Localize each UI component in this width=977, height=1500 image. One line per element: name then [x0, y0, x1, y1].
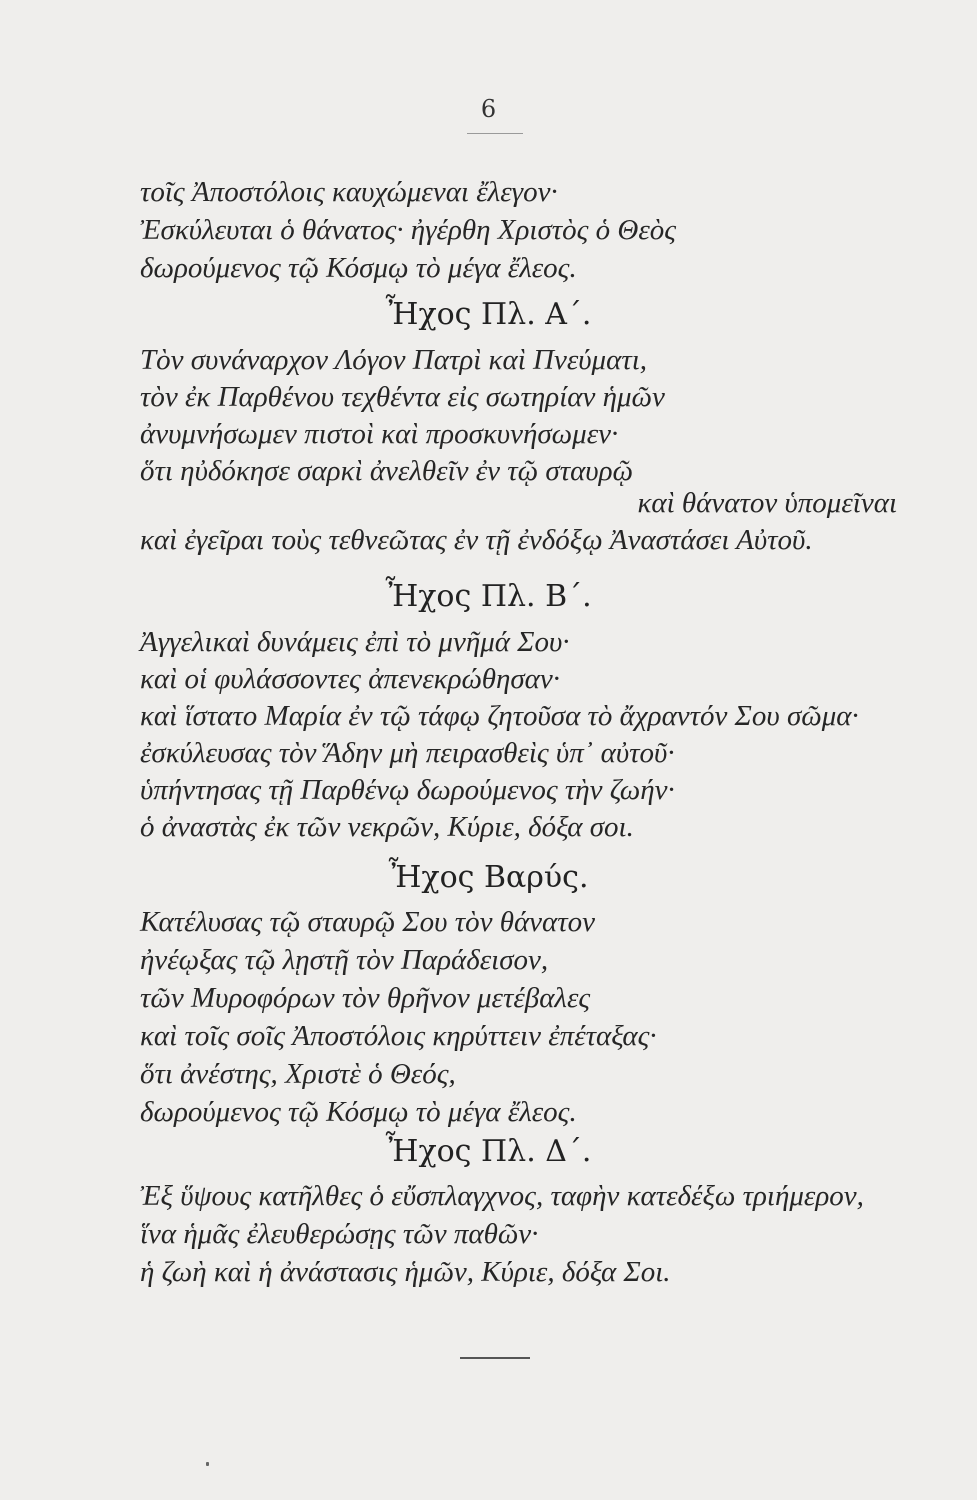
verse-line: Τὸν συνάναρχον Λόγον Πατρὶ καὶ Πνεύματι, [140, 344, 648, 376]
section-heading: Ἦχος Πλ. Α΄. [385, 297, 592, 332]
verse-line: καὶ θάνατον ὑπομεῖναι [637, 487, 897, 519]
verse-line: καὶ οἱ φυλάσσοντες ἀπενεκρώθησαν· [140, 663, 561, 695]
verse-line: ὑπήντησας τῇ Παρθένῳ δωρούμενος τὴν ζωήν· [140, 774, 675, 806]
verse-line: ἠνέῳξας τῷ λῃστῇ τὸν Παράδεισον, [140, 944, 549, 976]
intro-line: δωρούμενος τῷ Κόσμῳ τὸ μέγα ἔλεος. [140, 252, 577, 284]
verse-line: τὸν ἐκ Παρθένου τεχθέντα εἰς σωτηρίαν ἡμῶν [140, 381, 665, 413]
verse-line: τῶν Μυροφόρων τὸν θρῆνον μετέβαλες [140, 982, 591, 1014]
verse-line: ἐσκύλευσας τὸν Ἅδην μὴ πειρασθεὶς ὑπ᾿ αὐτοῦ· [140, 737, 675, 769]
verse-line: δωρούμενος τῷ Κόσμῳ τὸ μέγα ἔλεος. [140, 1096, 577, 1128]
intro-line: τοῖς Ἀποστόλοις καυχώμεναι ἔλεγον· [140, 176, 558, 208]
page-number-rule [467, 133, 523, 134]
verse-line: καὶ τοῖς σοῖς Ἀποστόλοις κηρύττειν ἐπέταξας· [140, 1020, 657, 1052]
section-heading: Ἦχος Βαρύς. [388, 860, 589, 895]
intro-line: Ἐσκύλευται ὁ θάνατος· ἠγέρθη Χριστὸς ὁ Θεὸς [140, 214, 677, 246]
verse-line: ὅτι ηὐδόκησε σαρκὶ ἀνελθεῖν ἐν τῷ σταυρῷ [140, 455, 634, 487]
section-heading: Ἦχος Πλ. Β΄. [385, 579, 592, 614]
verse-line: Ἐξ ὕψους κατῆλθες ὁ εὔσπλαγχνος, ταφὴν κατεδέξω τριήμερον, [140, 1180, 864, 1212]
verse-line: καὶ ἵστατο Μαρία ἐν τῷ τάφῳ ζητοῦσα τὸ ἄχραντόν Σου σῶμα· [140, 700, 859, 732]
verse-line: ὅτι ἀνέστης, Χριστὲ ὁ Θεός, [140, 1058, 456, 1090]
verse-line: ἵνα ἡμᾶς ἐλευθερώσῃς τῶν παθῶν· [140, 1218, 539, 1250]
page-number: 6 [480, 95, 497, 123]
verse-line: Κατέλυσας τῷ σταυρῷ Σου τὸν θάνατον [140, 906, 596, 938]
verse-line: ὁ ἀναστὰς ἐκ τῶν νεκρῶν, Κύριε, δόξα σοι. [140, 811, 634, 843]
verse-line: ἡ ζωὴ καὶ ἡ ἀνάστασις ἡμῶν, Κύριε, δόξα Σοι. [140, 1256, 671, 1288]
scan-speck [206, 1462, 209, 1466]
verse-line: Ἀγγελικαὶ δυνάμεις ἐπὶ τὸ μνῆμά Σου· [140, 626, 570, 658]
verse-line: ἀνυμνήσωμεν πιστοὶ καὶ προσκυνήσωμεν· [140, 418, 619, 450]
end-rule [460, 1357, 530, 1359]
section-heading: Ἦχος Πλ. Δ΄. [385, 1134, 592, 1169]
verse-line: καὶ ἐγεῖραι τοὺς τεθνεῶτας ἐν τῇ ἐνδόξῳ Ἀναστάσει Αὐτοῦ. [140, 524, 813, 556]
